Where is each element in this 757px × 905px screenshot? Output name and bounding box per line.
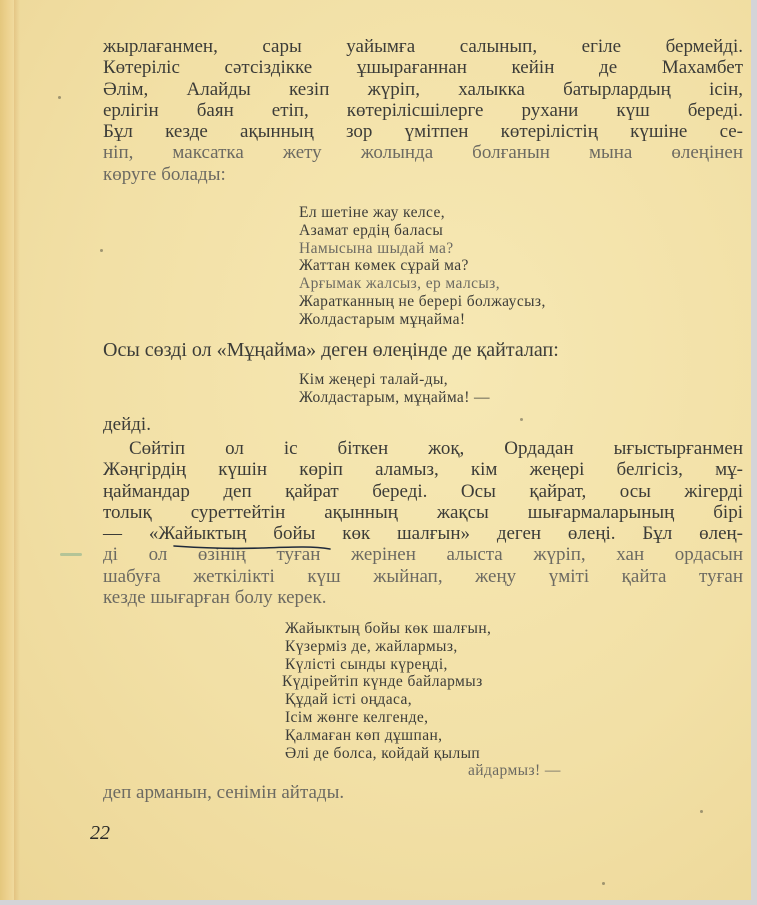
page-number: 22 bbox=[90, 822, 110, 844]
verse-3 bbox=[282, 620, 561, 780]
verse-line: Жаратканның не берері болжаусыз, bbox=[299, 292, 546, 310]
paragraph-2 bbox=[103, 340, 743, 361]
verse-line: айдармыз! — bbox=[468, 762, 561, 780]
verse-line: Құдай істі оңдаса, bbox=[285, 691, 412, 709]
verse-line: Кім жеңері талай-ды, bbox=[299, 371, 449, 388]
scan-speck bbox=[100, 249, 103, 252]
text-line: Сөйтіп ол іс біткен жоқ, Ордадан ығыстырғанмен bbox=[129, 438, 743, 459]
text-line: жырлағанмен, сары уайымға салынып, егіле бермейді. bbox=[103, 36, 743, 57]
verse-line: Арғымак жалсыз, ер малсыз, bbox=[299, 275, 500, 293]
verse-1 bbox=[299, 204, 546, 329]
verse-line: Ел шетіне жау келсе, bbox=[299, 204, 446, 221]
verse-line: Әлі де болса, койдай қылып bbox=[285, 744, 481, 762]
scan-speck bbox=[602, 882, 605, 885]
verse-line: Жаттан көмек сұрай ма? bbox=[299, 257, 469, 275]
verse-line: Күдірейтіп күнде байлармыз bbox=[282, 673, 483, 691]
text-line: кезде шығарған болу керек. bbox=[103, 587, 327, 609]
text-line: ді ол өзінің туған жерінен алыста жүріп, хан ордасын bbox=[103, 544, 743, 566]
margin-pencil-mark bbox=[60, 553, 82, 556]
scan-speck bbox=[520, 418, 523, 421]
text-line: дейді. bbox=[103, 414, 151, 435]
text-line: көруге болады: bbox=[103, 163, 226, 185]
verse-2 bbox=[299, 371, 490, 407]
paragraph-4 bbox=[103, 438, 743, 608]
scan-speck bbox=[58, 96, 61, 99]
text-line: Бұл кезде ақынның зор үмітпен көтерілістің күшіне се- bbox=[103, 121, 743, 143]
text-line: Әлім, Алайды кезіп жүріп, халыкка батырлардың ісін, bbox=[103, 78, 743, 100]
paragraph-1 bbox=[103, 36, 743, 185]
verse-line: Қалмаған көп дұшпан, bbox=[285, 726, 443, 744]
scan-border-right bbox=[751, 0, 757, 905]
text-line: Осы сөзді ол «Мұңайма» деген өлеңінде де қайталап: bbox=[103, 339, 559, 361]
text-line: шабуға жеткілікті күш жыйнап, жеңу үміті қайта туған bbox=[103, 565, 743, 587]
page-edge-shadow bbox=[0, 0, 14, 900]
verse-line: Намысына шыдай ма? bbox=[299, 239, 454, 257]
paragraph-5 bbox=[103, 782, 743, 803]
scan-speck bbox=[700, 810, 703, 813]
verse-line: Күлісті сынды күреңді, bbox=[285, 655, 448, 673]
verse-line: Ісім жөнге келгенде, bbox=[285, 708, 429, 726]
page-fold-shadow bbox=[14, 0, 20, 900]
text-line: толық суреттейтін ақынның жақсы шығармаларының бірі bbox=[103, 501, 743, 523]
text-line: ніп, максатка жету жолында болғанын мына өлеңінен bbox=[103, 142, 743, 164]
text-line: ңаймандар деп қайрат береді. Осы қайрат, осы жігерді bbox=[103, 480, 743, 502]
paragraph-3 bbox=[103, 414, 743, 435]
verse-line: Жолдастарым мұңайма! bbox=[299, 310, 466, 328]
verse-line: Күзерміз де, жайлармыз, bbox=[285, 637, 458, 655]
verse-line: Жолдастарым, мұңайма! — bbox=[299, 388, 490, 406]
scan-border-bottom bbox=[0, 900, 757, 905]
text-line: — «Жайыктың бойы көк шалғын» деген өлеңі. Бұл өлең- bbox=[103, 523, 743, 545]
text-line: Жәңгірдің күшін көріп аламыз, кім жеңері белгісіз, мұ- bbox=[103, 459, 743, 481]
text-line: деп арманын, сенімін айтады. bbox=[103, 782, 345, 803]
text-line: Көтеріліс сәтсіздікке ұшырағаннан кейін де Махамбет bbox=[103, 57, 743, 79]
text-line: ерлігін баян етіп, көтерілісшілерге рухани күш береді. bbox=[103, 99, 743, 121]
verse-line: Жайыктың бойы көк шалғын, bbox=[285, 620, 492, 637]
pen-underline-mark bbox=[172, 543, 332, 551]
verse-line: Азамат ердің баласы bbox=[299, 221, 444, 239]
